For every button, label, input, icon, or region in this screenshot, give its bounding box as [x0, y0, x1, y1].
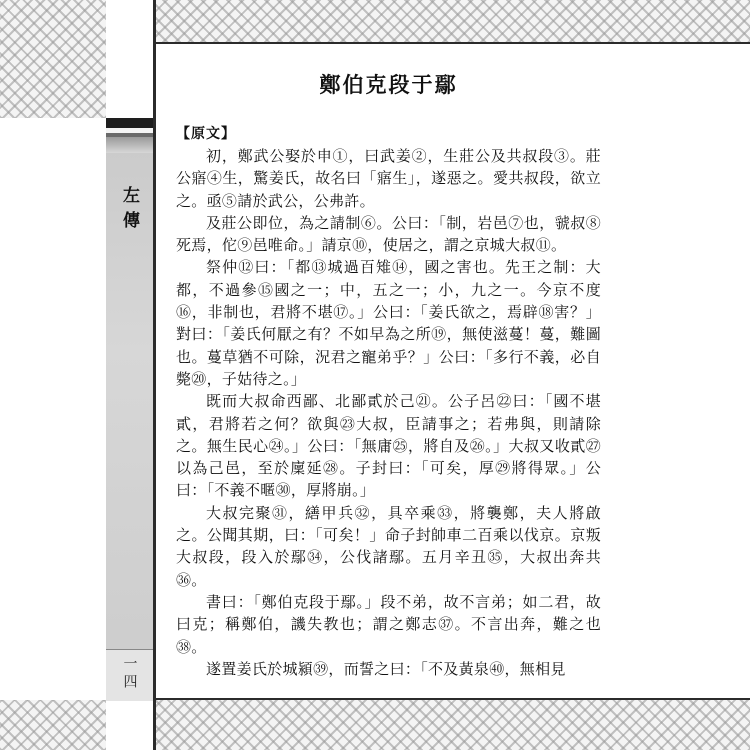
paragraph-6: 書曰：「鄭伯克段于鄢。」段不弟，故不言弟；如二君，故曰克；稱鄭伯，譏失教也；謂之鄭志㊲。不言出奔，難之也㊳。 [176, 592, 601, 656]
paragraph-5: 大叔完聚㉛，繕甲兵㉜，具卒乘㉝，將襲鄭，夫人將啟之。公聞其期，曰：「可矣！」命子封帥車二百乘以伐京。京叛大叔段，段入於鄢㉞，公伐諸鄢。五月辛丑㉟，大叔出奔共㊱。 [176, 503, 601, 589]
frame-top-rule [153, 42, 750, 44]
text-body [176, 145, 601, 680]
fret-pattern-left-bottom [0, 700, 106, 750]
frame-bottom-rule [153, 698, 750, 700]
section-label: 【原文】 [176, 126, 236, 142]
page-number-text: 一四 [121, 656, 138, 692]
fret-pattern-left-top [0, 0, 106, 118]
side-tab-bevel [106, 137, 153, 153]
book-title [106, 186, 153, 236]
page-number-box [106, 649, 153, 701]
frame-vertical-rule [153, 0, 156, 750]
chapter-title: 鄭伯克段于鄢 [319, 72, 458, 97]
book-title-text: 左傳 [119, 186, 139, 236]
paragraph-1: 初，鄭武公娶於申①，曰武姜②，生莊公及共叔段③。莊公寤④生，驚姜氏，故名曰「寤生」，遂惡之。愛共叔段，欲立之。亟⑤請於武公，公弗許。 [176, 147, 601, 210]
side-tab-dark-bar [106, 118, 153, 128]
fret-pattern-bottom [153, 700, 750, 750]
paragraph-7: 遂置姜氏於城潁㊴，而誓之曰：「不及黃泉㊵，無相見 [206, 659, 566, 678]
page-number [106, 656, 153, 692]
paragraph-4: 既而大叔命西鄙、北鄙貳於己㉑。公子呂㉒曰：「國不堪貳，君將若之何？欲與㉓大叔，臣請事之；若弗與，則請除之。無生民心㉔。」公曰：「無庸㉕，將自及㉖。」大叔又收貳㉗以為己邑，至於廩延㉘。子封曰：「可矣，厚㉙將得眾。」公曰：「不義不暱㉚，厚將崩。」 [176, 392, 601, 500]
fret-pattern-top [153, 0, 750, 42]
paragraph-3: 祭仲⑫曰：「都⑬城過百雉⑭，國之害也。先王之制：大都，不過參⑮國之一；中，五之一；小，九之一。今京不度⑯，非制也，君將不堪⑰。」公曰：「姜氏欲之，焉辟⑱害？」對曰：「姜氏何厭之有？不如早為之所⑲，無使滋蔓！蔓，難圖也。蔓草猶不可除，況君之寵弟乎？」公曰：「多行不義，必自斃⑳，子姑待之。」 [176, 258, 601, 388]
paragraph-2: 及莊公即位，為之請制⑥。公曰：「制，岩邑⑦也，虢叔⑧死焉，佗⑨邑唯命。」請京⑩，使居之，謂之京城大叔⑪。 [176, 213, 601, 255]
side-tab [106, 118, 153, 700]
